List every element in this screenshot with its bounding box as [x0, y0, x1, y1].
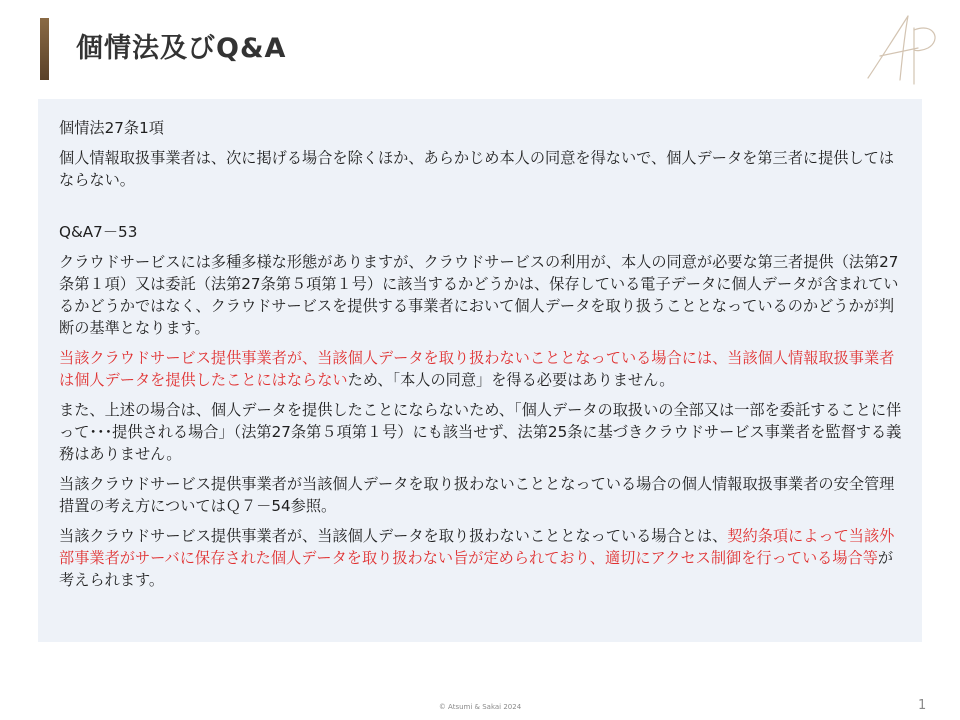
qa-paragraph-4: 当該クラウドサービス提供事業者が当該個人データを取り扱わないこととなっている場合の個人情報取扱事業者の安全管理措置の考え方についてはＱ７－54参照。 — [59, 475, 895, 515]
qa-paragraph-2 — [59, 347, 902, 391]
title-accent-bar — [40, 18, 49, 80]
qa-paragraph-3: また、上述の場合は、個人データを提供したことにならないため、「個人データの取扱いの全部又は一部を委託することに伴って･･･提供される場合」（法第27条第５項第１号）にも該当せず、法第25条に基づきクラウドサービス事業者を監督する義務はありません。 — [59, 401, 902, 463]
law-reference: 個情法27条1項 — [59, 119, 164, 137]
page-title: 個情法及びQ&A — [76, 33, 287, 64]
body-text: ため、「本人の同意」を得る必要はありません。 — [347, 371, 675, 389]
page-number: 1 — [918, 698, 927, 713]
qa-reference: Q&A7－53 — [59, 223, 138, 241]
copyright-footer: © Atsumi & Sakai 2024 — [438, 703, 522, 711]
ap-logo-icon — [858, 8, 944, 86]
law-text: 個人情報取扱事業者は、次に掲げる場合を除くほか、あらかじめ本人の同意を得ないで、個人データを第三者に提供してはならない。 — [59, 149, 895, 189]
body-text: 当該クラウドサービス提供事業者が、当該個人データを取り扱わないこととなっている場合とは、 — [59, 527, 728, 545]
qa-paragraph-5 — [59, 525, 902, 591]
qa-paragraph-1: クラウドサービスには多種多様な形態がありますが、クラウドサービスの利用が、本人の同意が必要な第三者提供（法第27条第１項）又は委託（法第27条第５項第１号）に該当するかどうかは、保存している電子データに個人データが含まれているかどうかではなく、クラウドサービスを提供する事業者において個人データを取り扱うこととなっているのかどうかが判断の基準となります。 — [59, 253, 899, 337]
highlight-text: 契約条項によって当該外部事業者がサーバに保存された個人データを取り扱わない旨が定められており、適切にアクセス制御を行っている場合等 — [59, 527, 895, 567]
highlight-text: 当該クラウドサービス提供事業者が、当該個人データを取り扱わないこととなっている場合には、当該個人情報取扱事業者は個人データを提供したことにはならない — [59, 349, 895, 389]
body-text: が考えられます。 — [59, 549, 894, 589]
content-panel — [38, 99, 922, 642]
